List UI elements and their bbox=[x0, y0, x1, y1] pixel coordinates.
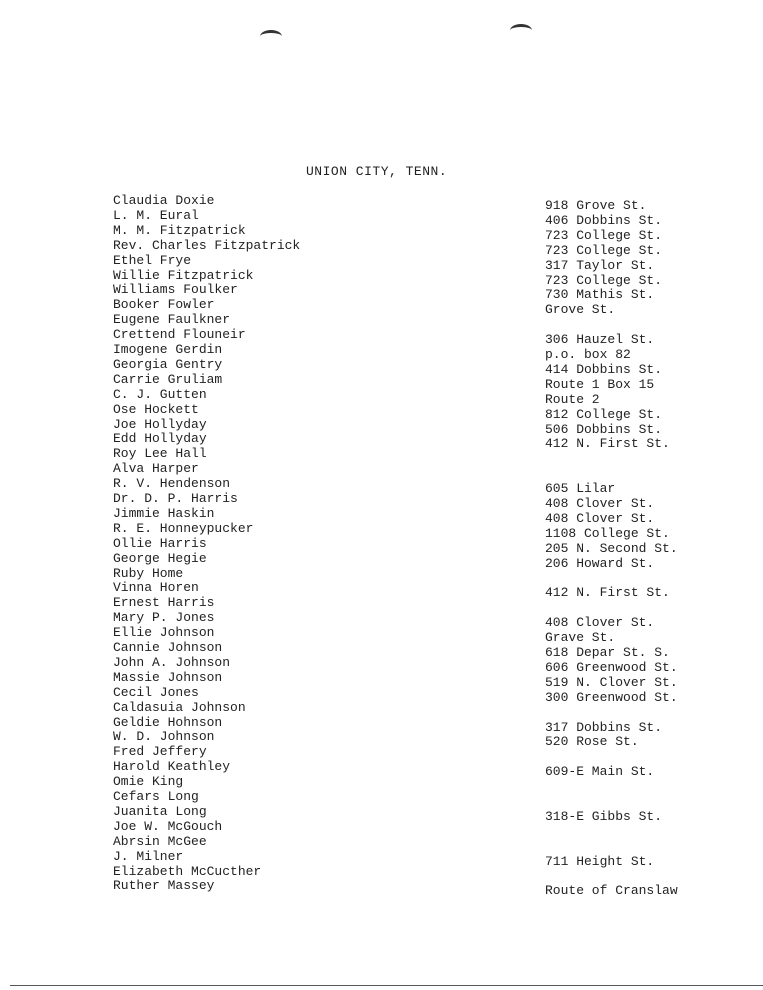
address-entry: Route of Cranslaw bbox=[545, 883, 678, 899]
address-entry: 1108 College St. bbox=[545, 525, 670, 541]
name-entry: Ruther Massey bbox=[113, 878, 215, 894]
name-entry: Ethel Frye bbox=[113, 252, 192, 268]
name-entry: Imogene Gerdin bbox=[113, 342, 223, 357]
name-entry: John A. Johnson bbox=[113, 654, 231, 670]
address-entry: 306 Hauzel St. bbox=[545, 332, 655, 348]
name-entry: Massie Johnson bbox=[113, 669, 223, 685]
address-entry: 618 Depar St. S. bbox=[545, 645, 670, 660]
name-entry: Joe W. McGouch bbox=[113, 818, 223, 834]
name-entry: Ruby Home bbox=[113, 565, 184, 581]
address-entry: 408 Clover St. bbox=[545, 510, 655, 526]
name-entry: Dr. D. P. Harris bbox=[113, 491, 238, 506]
page-title: UNION CITY, TENN. bbox=[306, 164, 448, 179]
address-entry: 918 Grove St. bbox=[545, 198, 647, 213]
name-entry: Ernest Harris bbox=[113, 595, 215, 611]
address-entry: 711 Height St. bbox=[545, 853, 655, 869]
name-entry: Cannie Johnson bbox=[113, 640, 223, 655]
address-entry: 412 N. First St. bbox=[545, 585, 670, 601]
address-entry: p.o. box 82 bbox=[545, 347, 631, 362]
name-entry: W. D. Johnson bbox=[113, 729, 215, 745]
address-entry: 412 N. First St. bbox=[545, 436, 670, 452]
address-entry: 723 College St. bbox=[545, 227, 663, 243]
address-entry: 519 N. Clover St. bbox=[545, 674, 678, 690]
name-entry: Eugene Faulkner bbox=[113, 312, 231, 328]
name-entry: George Hegie bbox=[113, 550, 207, 566]
name-entry: Ollie Harris bbox=[113, 535, 207, 551]
name-entry: Ellie Johnson bbox=[113, 625, 215, 641]
address-entry: 414 Dobbins St. bbox=[545, 361, 663, 377]
name-entry: L. M. Eural bbox=[113, 207, 199, 223]
name-entry: Joe Hollyday bbox=[113, 416, 207, 432]
name-entry: Fred Jeffery bbox=[113, 744, 207, 760]
address-entry: 205 N. Second St. bbox=[545, 540, 678, 556]
name-entry: Crettend Flouneir bbox=[113, 327, 246, 343]
hole-punch-mark bbox=[510, 24, 532, 37]
name-entry: Mary P. Jones bbox=[113, 610, 215, 626]
name-entry: Vinna Horen bbox=[113, 580, 199, 596]
name-entry: Omie King bbox=[113, 774, 184, 790]
address-entry: 300 Greenwood St. bbox=[545, 689, 678, 705]
address-entry: 730 Mathis St. bbox=[545, 287, 655, 303]
address-entry: 506 Dobbins St. bbox=[545, 421, 663, 437]
address-entry: 723 College St. bbox=[545, 272, 663, 288]
name-entry: Cecil Jones bbox=[113, 684, 199, 700]
name-entry: Elizabeth McCucther bbox=[113, 863, 262, 879]
name-entry: Juanita Long bbox=[113, 803, 207, 819]
address-entry: 605 Lilar bbox=[545, 481, 616, 497]
name-entry: Carrie Gruliam bbox=[113, 371, 223, 387]
address-entry: 406 Dobbins St. bbox=[545, 212, 663, 228]
address-entry: 723 College St. bbox=[545, 242, 663, 258]
address-entry: 408 Clover St. bbox=[545, 615, 655, 631]
name-entry: Geldie Hohnson bbox=[113, 714, 223, 730]
address-entry: Route 1 Box 15 bbox=[545, 376, 655, 392]
address-entry: 408 Clover St. bbox=[545, 496, 655, 511]
name-entry: Jimmie Haskin bbox=[113, 505, 215, 521]
address-entry: 609-E Main St. bbox=[545, 764, 655, 780]
name-entry: Claudia Doxie bbox=[113, 193, 215, 208]
name-entry: Caldasuia Johnson bbox=[113, 699, 246, 715]
name-entry: Abrsin McGee bbox=[113, 833, 207, 849]
address-entry: 606 Greenwood St. bbox=[545, 659, 678, 675]
hole-punch-mark bbox=[260, 30, 282, 43]
address-entry: 520 Rose St. bbox=[545, 734, 639, 750]
name-entry: Alva Harper bbox=[113, 461, 199, 477]
name-entry: Rev. Charles Fitzpatrick bbox=[113, 237, 301, 253]
name-entry: Roy Lee Hall bbox=[113, 446, 207, 462]
address-entry: 206 Howard St. bbox=[545, 555, 655, 571]
address-entry: Route 2 bbox=[545, 391, 600, 407]
address-entry: 318-E Gibbs St. bbox=[545, 808, 663, 824]
name-entry: Georgia Gentry bbox=[113, 356, 223, 372]
address-entry: 317 Dobbins St. bbox=[545, 719, 663, 735]
name-entry: J. Milner bbox=[113, 848, 184, 864]
address-entry: 317 Taylor St. bbox=[545, 257, 655, 273]
address-entry: Grove St. bbox=[545, 302, 616, 318]
name-entry: Ose Hockett bbox=[113, 401, 199, 417]
name-entry: C. J. Gutten bbox=[113, 386, 207, 402]
address-entry: Grave St. bbox=[545, 630, 616, 646]
name-entry: R. V. Hendenson bbox=[113, 476, 231, 492]
name-entry: Edd Hollyday bbox=[113, 431, 207, 447]
name-entry: Willie Fitzpatrick bbox=[113, 267, 254, 283]
name-entry: M. M. Fitzpatrick bbox=[113, 222, 246, 238]
name-entry: R. E. Honneypucker bbox=[113, 520, 254, 536]
name-entry: Williams Foulker bbox=[113, 282, 238, 298]
address-entry: 812 College St. bbox=[545, 406, 663, 422]
bottom-rule bbox=[10, 985, 763, 986]
name-entry: Cefars Long bbox=[113, 789, 199, 804]
name-entry: Harold Keathley bbox=[113, 759, 231, 775]
name-entry: Booker Fowler bbox=[113, 297, 215, 313]
